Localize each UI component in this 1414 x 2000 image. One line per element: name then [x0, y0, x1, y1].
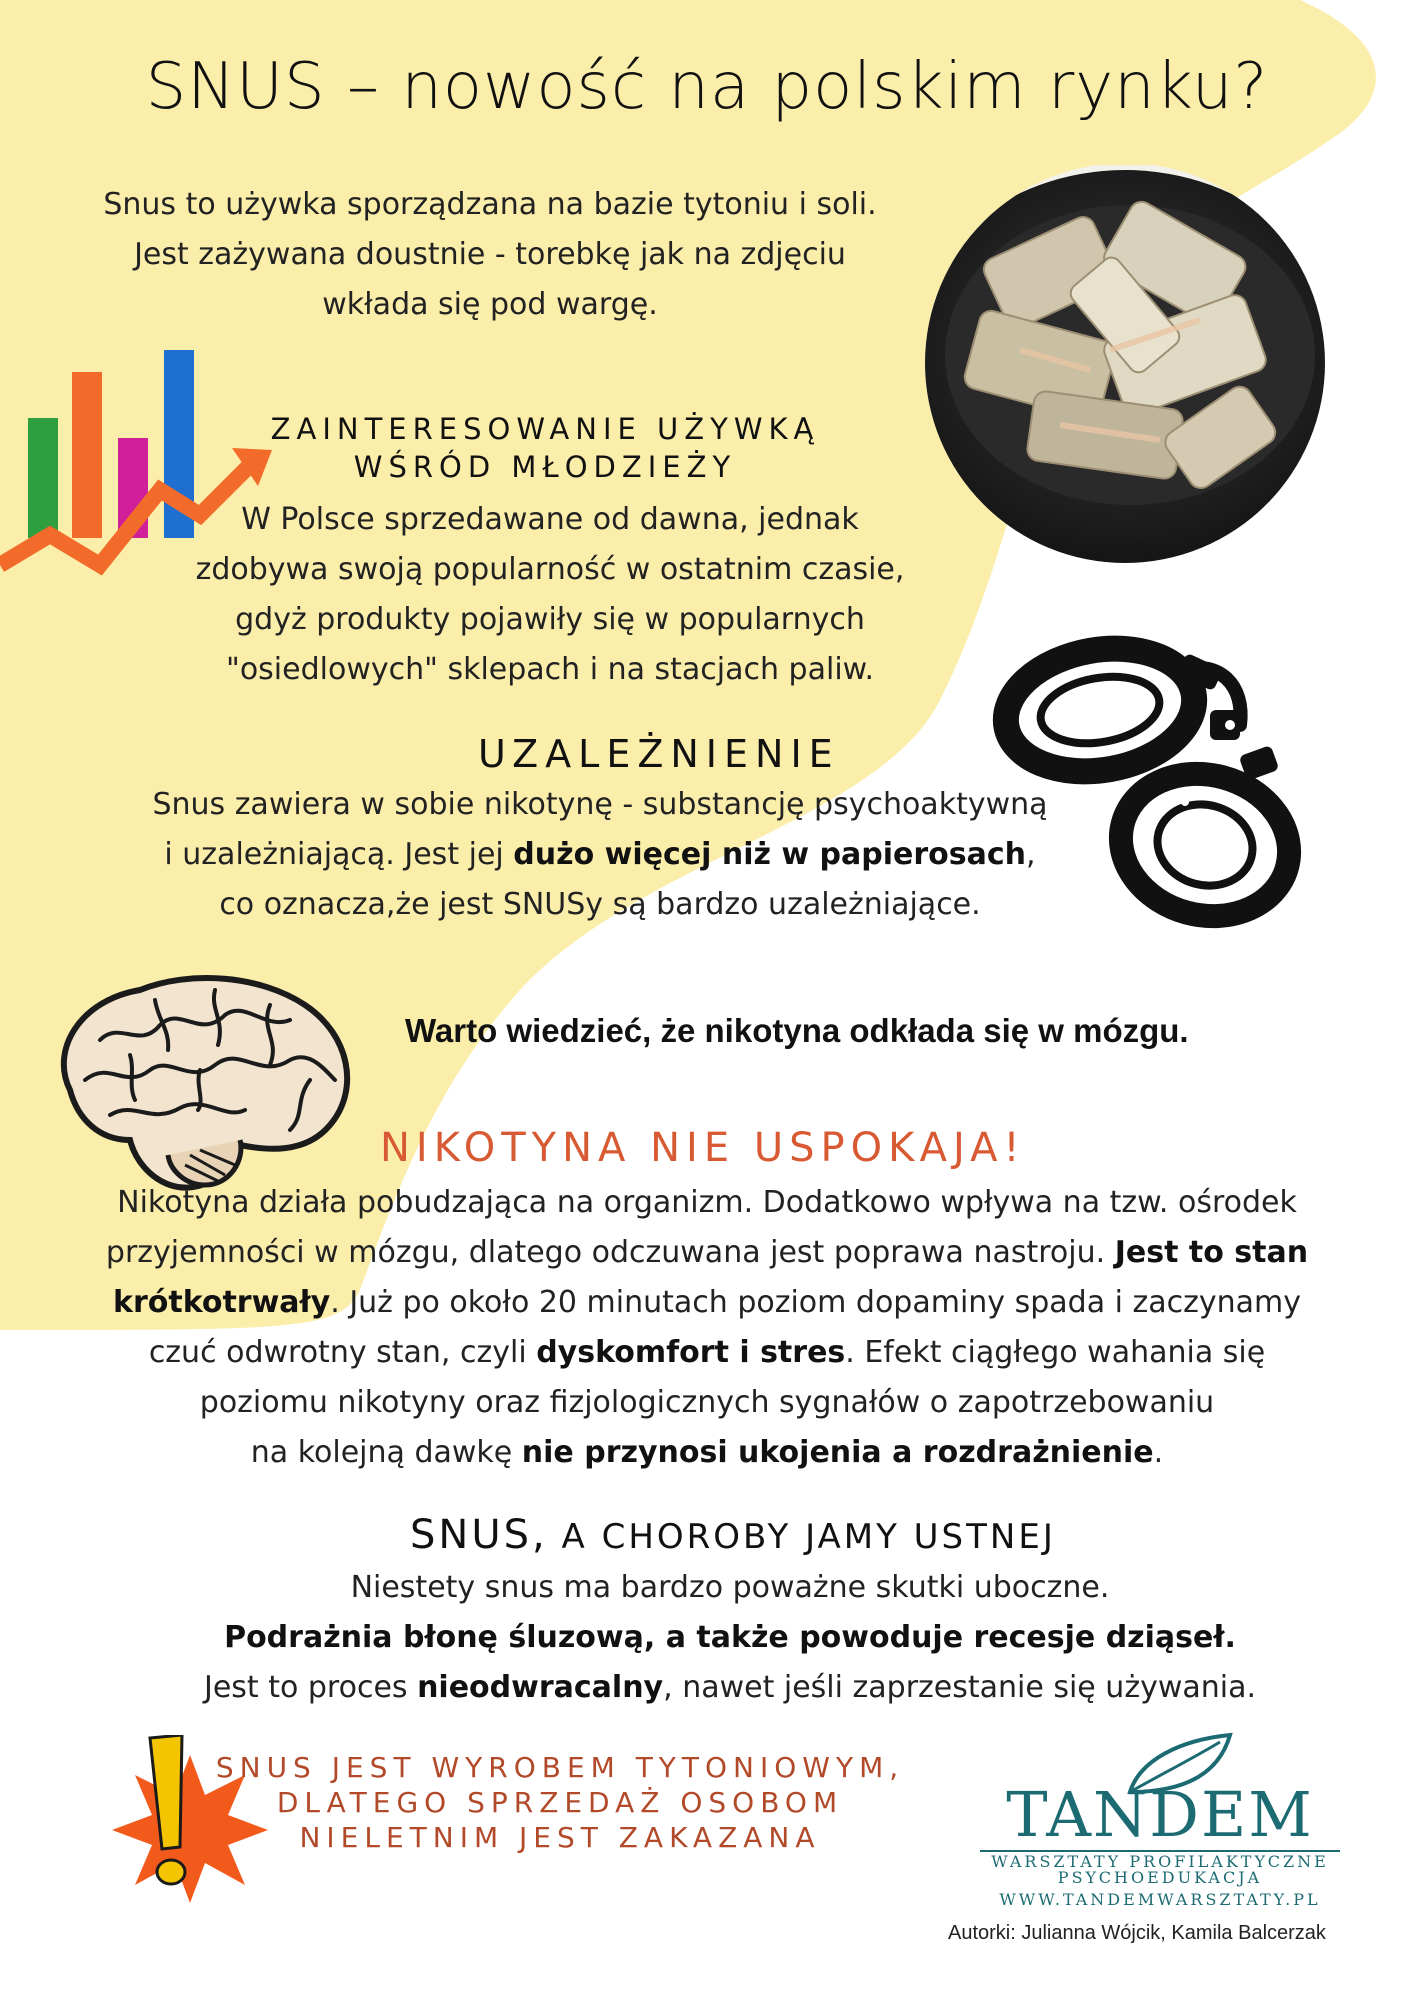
intro-line: Jest zażywana doustnie - torebkę jak na zdjęciu: [134, 237, 846, 272]
interest-line: zdobywa swoją popularność w ostatnim czasie,: [195, 552, 905, 587]
oral-line: Niestety snus ma bardzo poważne skutki uboczne.: [350, 1570, 1110, 1605]
addiction-line: co oznacza,że jest SNUSy są bardzo uzależniające.: [219, 887, 981, 922]
nicotine-line: czuć odwrotny stan, czyli dyskomfort i stres. Efekt ciągłego wahania się: [148, 1335, 1266, 1370]
logo-name: TANDEM: [1006, 1778, 1314, 1851]
intro-paragraph: [60, 180, 920, 330]
brain-note: Warto wiedzieć, że nikotyna odkłada się w mózgu.: [405, 1012, 1189, 1049]
nicotine-line: Nikotyna działa pobudzająca na organizm. Dodatkowo wpływa na tzw. ośrodek: [117, 1185, 1297, 1220]
intro-line: Snus to używka sporządzana na bazie tytoniu i soli.: [103, 187, 877, 222]
oral-heading-rest: A CHOROBY JAMY USTNEJ: [547, 1517, 1056, 1557]
interest-paragraph: [150, 495, 950, 695]
addiction-heading: UZALEŻNIENIE: [478, 732, 840, 776]
nicotine-paragraph: [20, 1178, 1394, 1478]
warning-text: [190, 1750, 930, 1855]
authors-credit: Autorki: Julianna Wójcik, Kamila Balcerzak: [948, 1922, 1326, 1944]
interest-heading-line: ZAINTERESOWANIE UŻYWKĄ: [270, 412, 820, 446]
warning-line: SNUS JEST WYROBEM TYTONIOWYM,: [215, 1751, 905, 1784]
oral-line: Jest to proces nieodwracalny, nawet jeśli zaprzestanie się używania.: [203, 1670, 1257, 1705]
interest-line: gdyż produkty pojawiły się w popularnych: [235, 602, 865, 637]
interest-heading-line: WŚRÓD MŁODZIEŻY: [353, 450, 737, 484]
logo-line2: PSYCHOEDUKACJA: [1057, 1868, 1263, 1887]
interest-line: W Polsce sprzedawane od dawna, jednak: [241, 502, 859, 537]
warning-line: NIELETNIM JEST ZAKAZANA: [299, 1821, 821, 1854]
intro-line: wkłada się pod wargę.: [322, 287, 658, 322]
interest-heading: [220, 410, 870, 486]
addiction-line: Snus zawiera w sobie nikotynę - substancję psychoaktywną: [152, 787, 1048, 822]
tandem-logo: [970, 1730, 1350, 1910]
warning-line: DLATEGO SPRZEDAŻ OSOBOM: [276, 1786, 844, 1819]
nicotine-line: krótkotrwały. Już po około 20 minutach poziom dopaminy spada i zaczynamy: [113, 1285, 1301, 1320]
interest-line: "osiedlowych" sklepach i na stacjach paliw.: [226, 652, 874, 687]
addiction-line: i uzależniającą. Jest jej dużo więcej niż w papierosach,: [164, 837, 1036, 872]
nicotine-heading: NIKOTYNA NIE USPOKAJA!: [380, 1125, 1026, 1171]
oral-heading: [410, 1512, 1056, 1558]
oral-paragraph: [140, 1563, 1320, 1713]
oral-heading-main: SNUS,: [410, 1512, 548, 1558]
nicotine-line: poziomu nikotyny oraz fizjologicznych sygnałów o zapotrzebowaniu: [199, 1385, 1215, 1420]
nicotine-line: przyjemności w mózgu, dlatego odczuwana jest poprawa nastroju. Jest to stan: [105, 1235, 1309, 1270]
nicotine-line: na kolejną dawkę nie przynosi ukojenia a rozdrażnienie.: [250, 1435, 1164, 1470]
snus-tin-photo: [900, 165, 1340, 565]
addiction-paragraph: [80, 780, 1120, 930]
addiction-bold: dużo więcej niż w papierosach: [513, 837, 1027, 872]
logo-url: WWW.TANDEMWARSZTATY.PL: [999, 1890, 1321, 1909]
logo-line1: WARSZTATY PROFILAKTYCZNE: [991, 1852, 1329, 1871]
oral-line: Podrażnia błonę śluzową, a także powoduje recesje dziąseł.: [224, 1620, 1236, 1655]
page-title: SNUS – nowość na polskim rynku?: [145, 50, 1269, 124]
brain-icon: [40, 960, 370, 1210]
